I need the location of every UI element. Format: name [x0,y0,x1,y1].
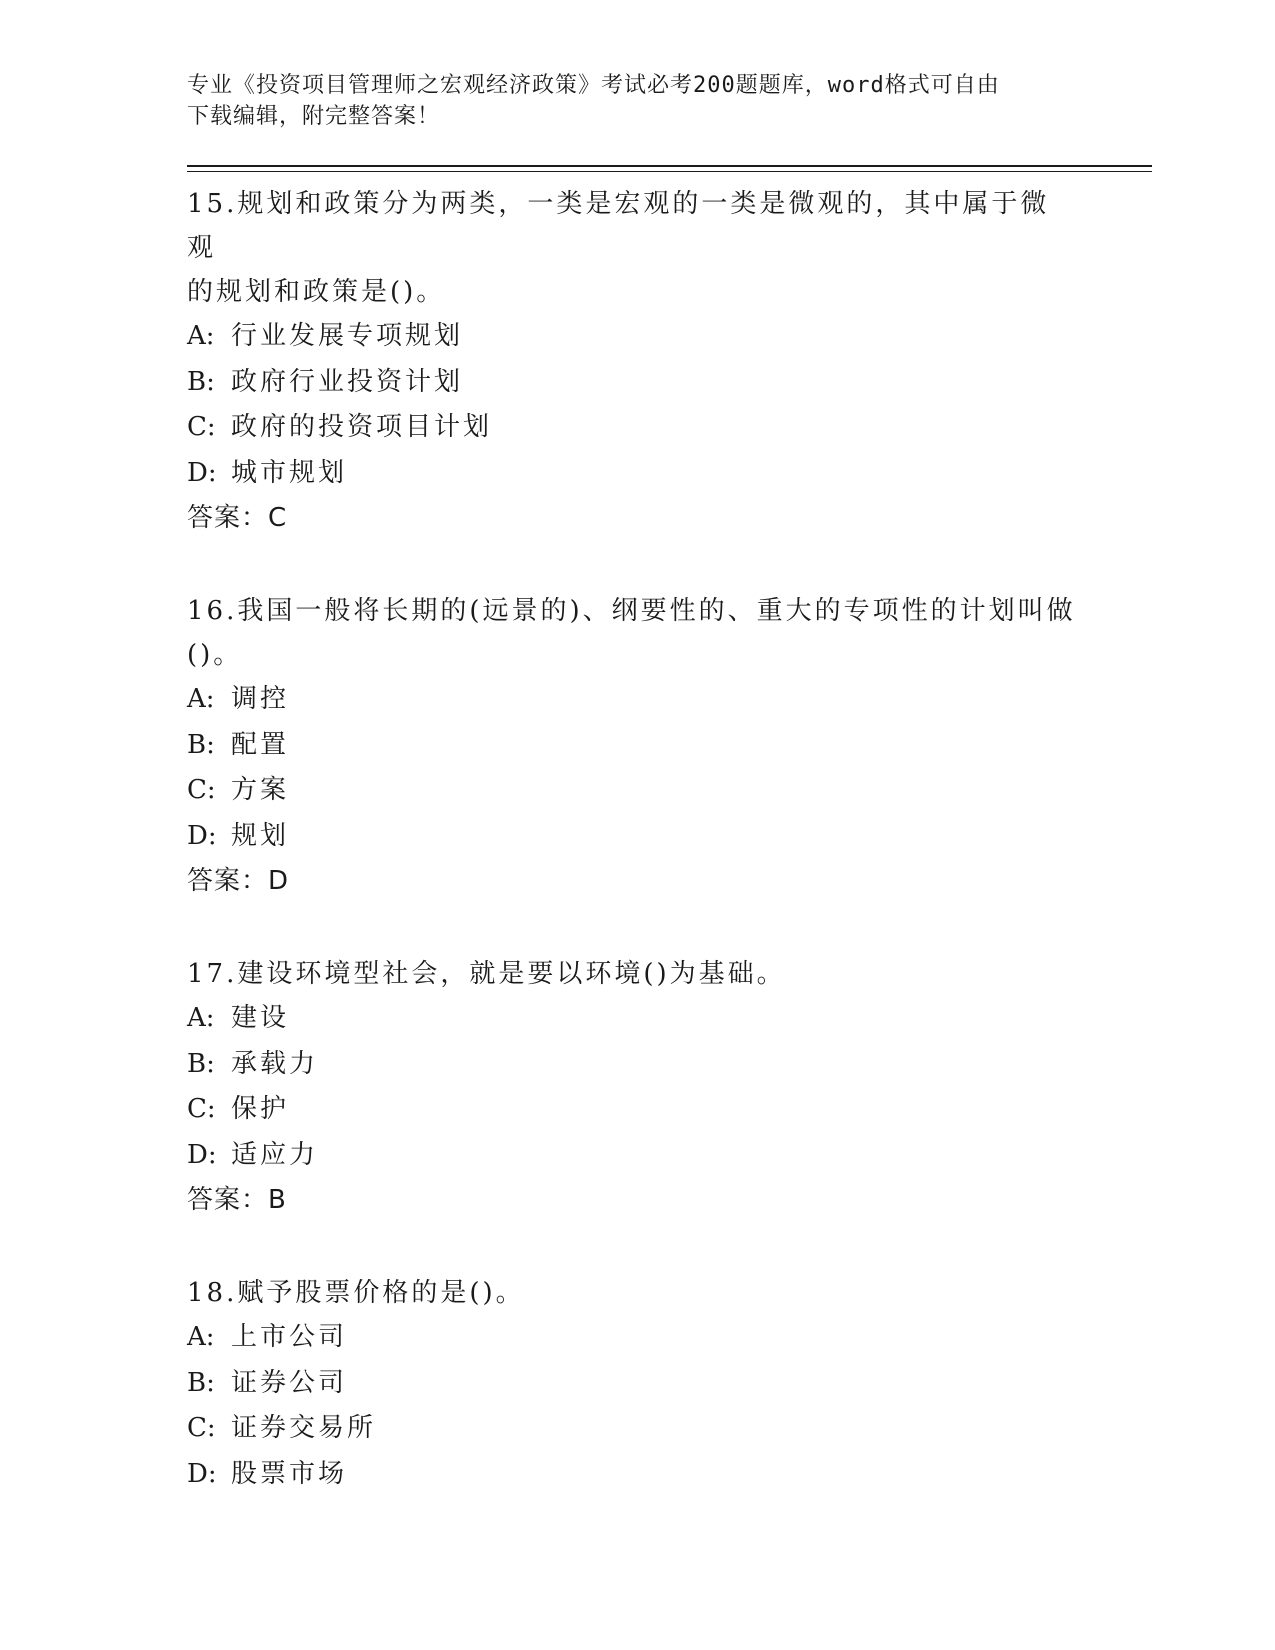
option-letter: A: [187,1003,215,1033]
question-15 [187,182,1147,541]
question-stem-line-1: 赋予股票价格的是()。 [237,1278,525,1308]
question-stem [187,952,1077,996]
option-d [187,1133,1147,1179]
option-text: 政府的投资项目计划 [231,412,493,442]
option-text: 方案 [231,775,290,805]
option-b [187,1042,1147,1088]
option-letter: B: [187,1048,215,1079]
question-number: 18. [187,1278,238,1308]
option-c [187,1406,1147,1452]
option-d [187,451,1147,497]
option-letter: C: [187,1413,216,1443]
option-letter: D: [187,820,217,851]
question-stem-line-2: 的规划和政策是()。 [187,277,446,307]
option-letter: C: [187,775,216,805]
answer-line: 答案：C [187,503,288,533]
option-letter: C: [187,412,216,442]
question-16 [187,589,1147,904]
document-header [187,70,1067,132]
header-divider [187,165,1152,172]
option-letter: B: [187,366,215,397]
question-number: 15. [187,189,238,219]
question-18 [187,1271,1147,1497]
option-text: 证券交易所 [231,1413,377,1443]
header-line-1: 专业《投资项目管理师之宏观经济政策》考试必考200题题库，word格式可自由 [187,73,1000,98]
option-letter: B: [187,729,215,760]
option-letter: A: [187,684,215,714]
question-stem [187,182,1077,314]
option-c [187,1087,1147,1133]
option-text: 建设 [231,1003,290,1033]
question-17 [187,952,1147,1223]
option-a [187,1315,1147,1361]
question-stem-line-2: ()。 [187,640,243,670]
question-number: 17. [187,959,238,989]
option-text: 保护 [231,1094,290,1124]
option-text: 适应力 [231,1139,319,1170]
header-line-2: 下载编辑，附完整答案！ [187,104,441,129]
option-d [187,814,1147,860]
option-text: 配置 [231,729,290,760]
option-c [187,405,1147,451]
option-text: 承载力 [231,1048,319,1079]
question-stem-line-1: 建设环境型社会，就是要以环境()为基础。 [237,959,786,989]
option-c [187,768,1147,814]
question-stem-line-1: 我国一般将长期的(远景的)、纲要性的、重大的专项性的计划叫做 [237,596,1076,626]
answer-line: 答案：B [187,1185,287,1215]
option-letter: D: [187,1458,217,1489]
option-d [187,1452,1147,1498]
option-a [187,314,1147,360]
option-letter: C: [187,1094,216,1124]
option-text: 城市规划 [231,457,348,488]
question-stem-line-1: 规划和政策分为两类，一类是宏观的一类是微观的，其中属于微观 [187,189,1050,263]
question-stem [187,589,1077,677]
option-b [187,723,1147,769]
document-page [187,70,1147,1545]
option-b [187,360,1147,406]
option-text: 股票市场 [231,1458,348,1489]
option-letter: B: [187,1367,215,1398]
option-letter: D: [187,1139,217,1170]
option-text: 规划 [231,820,290,851]
option-text: 上市公司 [231,1322,348,1352]
option-letter: A: [187,1322,215,1352]
option-letter: A: [187,321,215,351]
option-a [187,996,1147,1042]
question-list [187,182,1147,1497]
option-text: 调控 [231,684,290,714]
option-text: 政府行业投资计划 [231,366,464,397]
option-a [187,677,1147,723]
option-text: 证券公司 [231,1367,348,1398]
question-stem [187,1271,1077,1315]
option-text: 行业发展专项规划 [231,321,464,351]
answer-line: 答案：D [187,866,290,896]
option-b [187,1361,1147,1407]
question-number: 16. [187,596,238,626]
option-letter: D: [187,457,217,488]
